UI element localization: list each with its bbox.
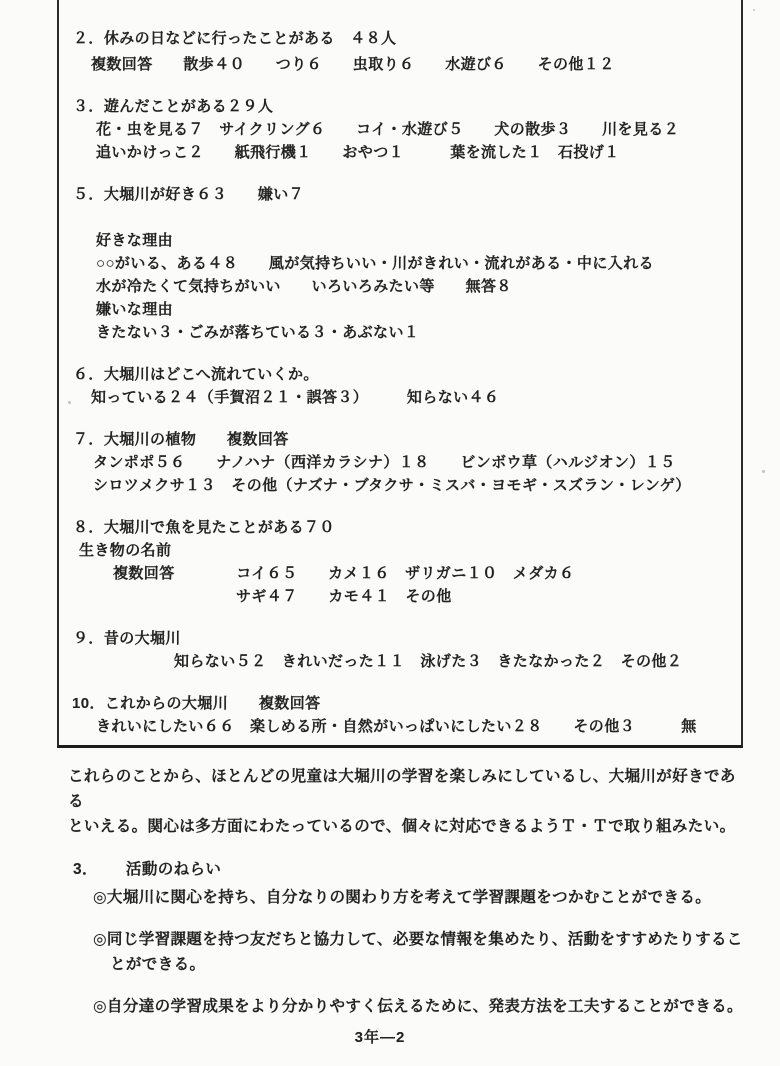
survey-item-10-heading: [72, 692, 741, 715]
section-number: 3．: [73, 861, 98, 878]
survey-item-7-heading: [73, 428, 741, 451]
item-title: 大堀川の植物 複数回答: [103, 431, 289, 448]
survey-item-8-answers-1: 複数回答 コイ６５ カメ１６ ザリガニ１０ メダカ６: [113, 565, 575, 582]
activity-goal-2: ◎同じ学習課題を持つ友だちと協力して、必要な情報を集めたり、活動をすすめたりするこ: [93, 931, 743, 948]
item-number: 10．: [72, 695, 105, 712]
item-title: 遊んだことがある２９人: [103, 98, 274, 115]
survey-item-5-like-reason-label: 好きな理由: [96, 232, 174, 249]
item-number: ３．: [73, 98, 104, 115]
item-number: ６．: [73, 366, 104, 383]
page-number: 3年—2: [354, 1029, 406, 1046]
survey-item-5-like-reasons-1: ○○がいる、ある４８ 風が気持ちいい・川がきれい・流れがある・中に入れる: [96, 255, 654, 272]
item-title: これからの大堀川 複数回答: [104, 695, 321, 712]
item-title: 昔の大堀川: [103, 630, 181, 647]
survey-item-5-dislike-reasons: きたない３・ごみが落ちている３・あぶない１: [96, 324, 420, 341]
summary-line-1: これらのことから、ほとんどの児童は大堀川の学習を楽しみにしているし、大堀川が好きである: [68, 768, 736, 810]
survey-item-3-answers-1: 花・虫を見る７ サイクリング６ コイ・水遊び５ 犬の散歩３ 川を見る２: [96, 121, 680, 138]
item-number: ５．: [73, 186, 104, 203]
scan-artifact-dot: [68, 401, 71, 404]
survey-item-10-answers: きれいにしたい６６ 楽しめる所・自然がいっぱいにしたい２８ その他３ 無: [96, 718, 697, 735]
summary-paragraph: [68, 764, 748, 839]
survey-item-2-heading: [73, 27, 741, 50]
item-number: ８．: [73, 519, 104, 536]
survey-item-8-creature-label: 生き物の名前: [79, 542, 172, 559]
survey-item-8-answers-2: サギ４７ カモ４１ その他: [236, 588, 452, 605]
section-activity-aims: [73, 857, 753, 1019]
item-title: 大堀川はどこへ流れていくか。: [103, 366, 319, 383]
summary-line-2: といえる。関心は多方面にわたっているので、個々に対応できるようＴ・Ｔで取り組みたい。: [68, 818, 736, 835]
survey-item-9-answers: 知らない５２ きれいだった１１ 泳げた３ きたなかった２ その他２: [174, 653, 683, 670]
activity-goal-3: ◎自分達の学習成果をより分かりやすく伝えるために、発表方法を工夫することができる。: [93, 998, 743, 1015]
scan-artifact-dot: [753, 9, 755, 11]
item-title: 大堀川で魚を見たことがある７０: [103, 519, 335, 536]
activity-goal-2-continued: とができる。: [110, 956, 206, 973]
survey-item-5-heading: [73, 183, 741, 206]
item-title: 休みの日などに行ったことがある ４８人: [103, 30, 397, 47]
item-title: 大堀川が好き６３ 嫌い７: [103, 186, 305, 203]
survey-item-6-heading: [73, 363, 741, 386]
survey-results-box: [57, 0, 743, 748]
survey-item-5-dislike-reason-label: 嫌いな理由: [96, 301, 174, 318]
scan-artifact-dot: [762, 470, 765, 473]
survey-item-8-heading: [73, 516, 741, 539]
survey-item-3-heading: [73, 95, 741, 118]
survey-item-7-answers-2: シロツメクサ１３ その他（ナズナ・ブタクサ・ミスバ・ヨモギ・スズラン・レンゲ）: [93, 477, 691, 494]
item-number: ７．: [73, 431, 104, 448]
survey-item-5-like-reasons-2: 水が冷たくて気持ちがいい いろいろみたい等 無答８: [96, 278, 512, 295]
section-title: 活動のねらい: [125, 861, 222, 878]
activity-goal-1: ◎大堀川に関心を持ち、自分なりの関わり方を考えて学習課題をつかむことができる。: [93, 889, 712, 906]
survey-item-3-answers-2: 追いかけっこ２ 紙飛行機１ おやつ１ 葉を流した１ 石投げ１: [96, 144, 620, 161]
item-number: ２．: [73, 30, 104, 47]
survey-item-9-heading: [73, 627, 741, 650]
survey-item-7-answers-1: タンポポ５６ ナノハナ（西洋カラシナ）１８ ビンボウ草（ハルジオン）１５: [93, 454, 676, 471]
survey-item-2-answers: 複数回答 散歩４０ つり６ 虫取り６ 水遊び６ その他１２: [91, 56, 615, 73]
survey-item-6-answers: 知っている２４（手賀沼２１・誤答３） 知らない４６: [91, 389, 500, 406]
section-heading: [73, 857, 753, 882]
item-number: ９．: [73, 630, 104, 647]
